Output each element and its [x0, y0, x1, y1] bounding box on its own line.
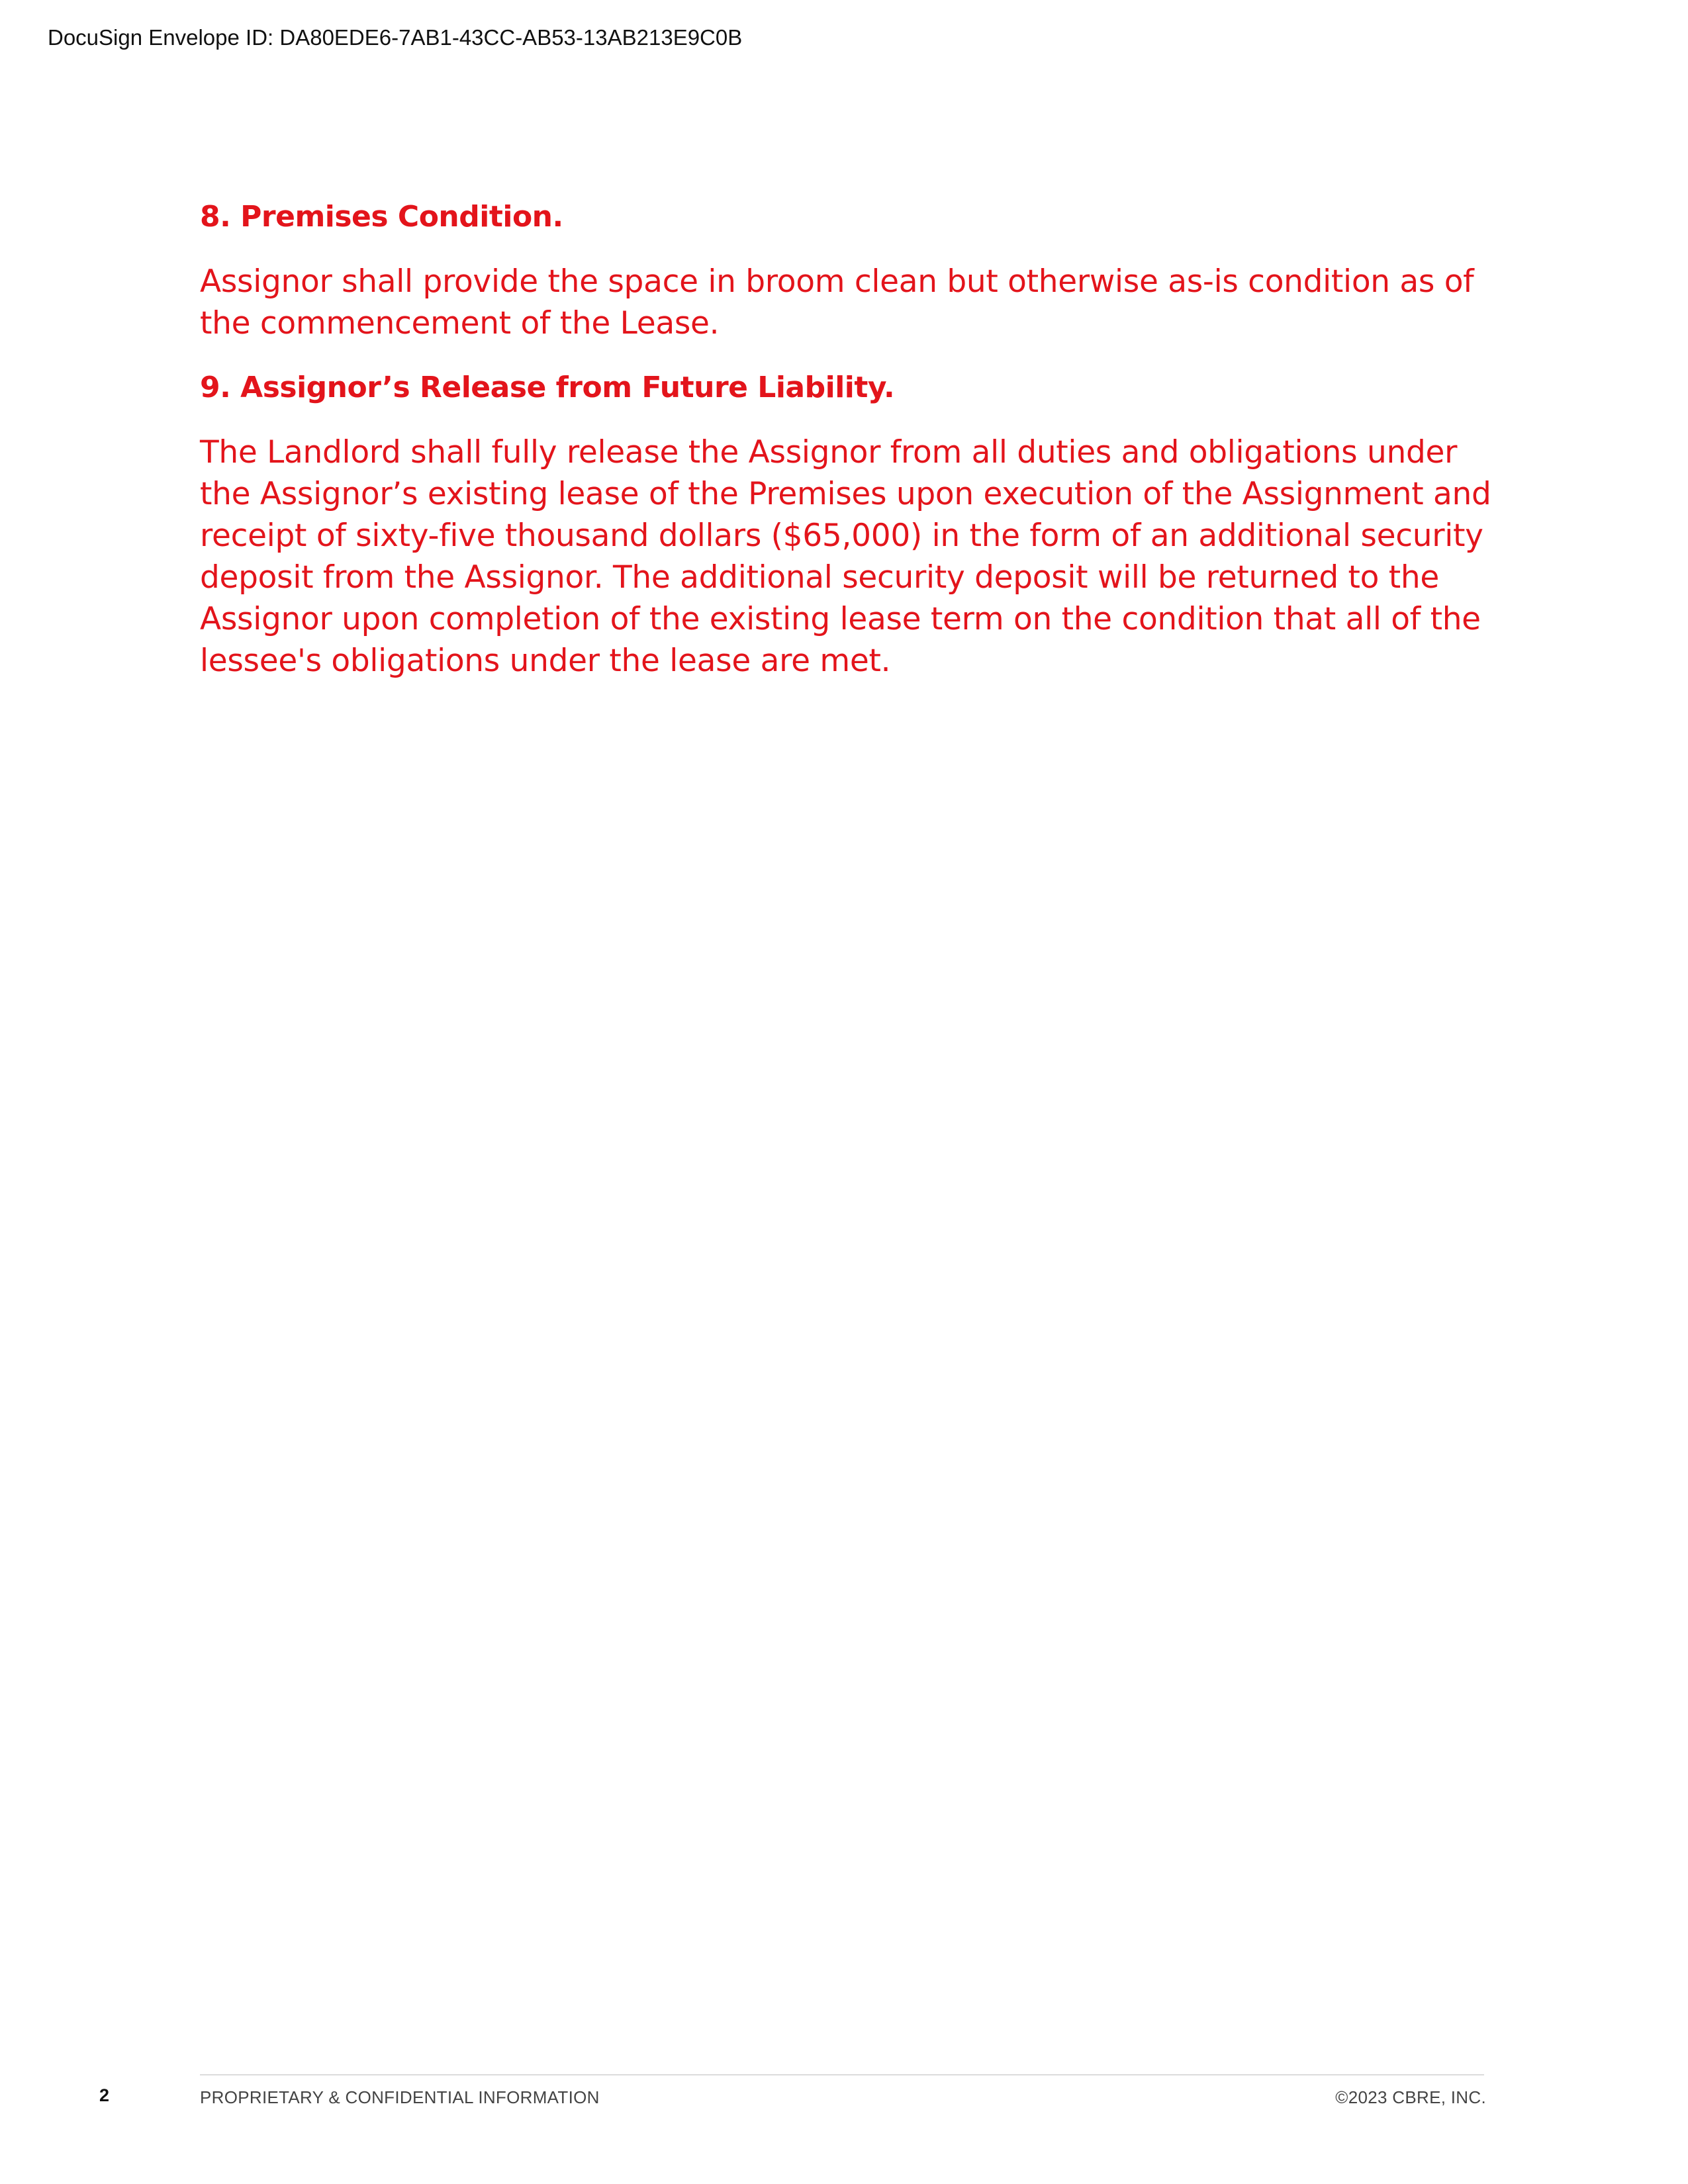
footer-copyright: ©2023 CBRE, INC.: [1335, 2087, 1486, 2107]
section-assignor-release: [200, 367, 1497, 682]
section-premises-condition: [200, 196, 1497, 344]
section-paragraph: The Landlord shall fully release the Assignor from all duties and obligations under the Assignor’s existing lease of the Premises upon execution of the Assignment and receipt of sixty-five thousand dollars ($65,000) in the form of an additional security deposit from the Assignor. The additional security deposit will be returned to the Assignor upon completion of the existing lease term on the condition that all of the lessee's obligations under the lease are met.: [200, 434, 1491, 679]
footer-confidential-label: PROPRIETARY & CONFIDENTIAL INFORMATION: [200, 2087, 600, 2107]
docusign-envelope-id: DocuSign Envelope ID: DA80EDE6-7AB1-43CC-AB53-13AB213E9C0B: [48, 25, 743, 50]
document-body: [200, 196, 1497, 704]
footer-divider: [200, 2074, 1484, 2075]
section-heading: 8. Premises Condition.: [200, 200, 563, 234]
page-number: 2: [99, 2085, 110, 2105]
section-heading: 9. Assignor’s Release from Future Liability.: [200, 371, 895, 404]
section-paragraph: Assignor shall provide the space in broom clean but otherwise as-is condition as of the commencement of the Lease.: [200, 263, 1474, 341]
